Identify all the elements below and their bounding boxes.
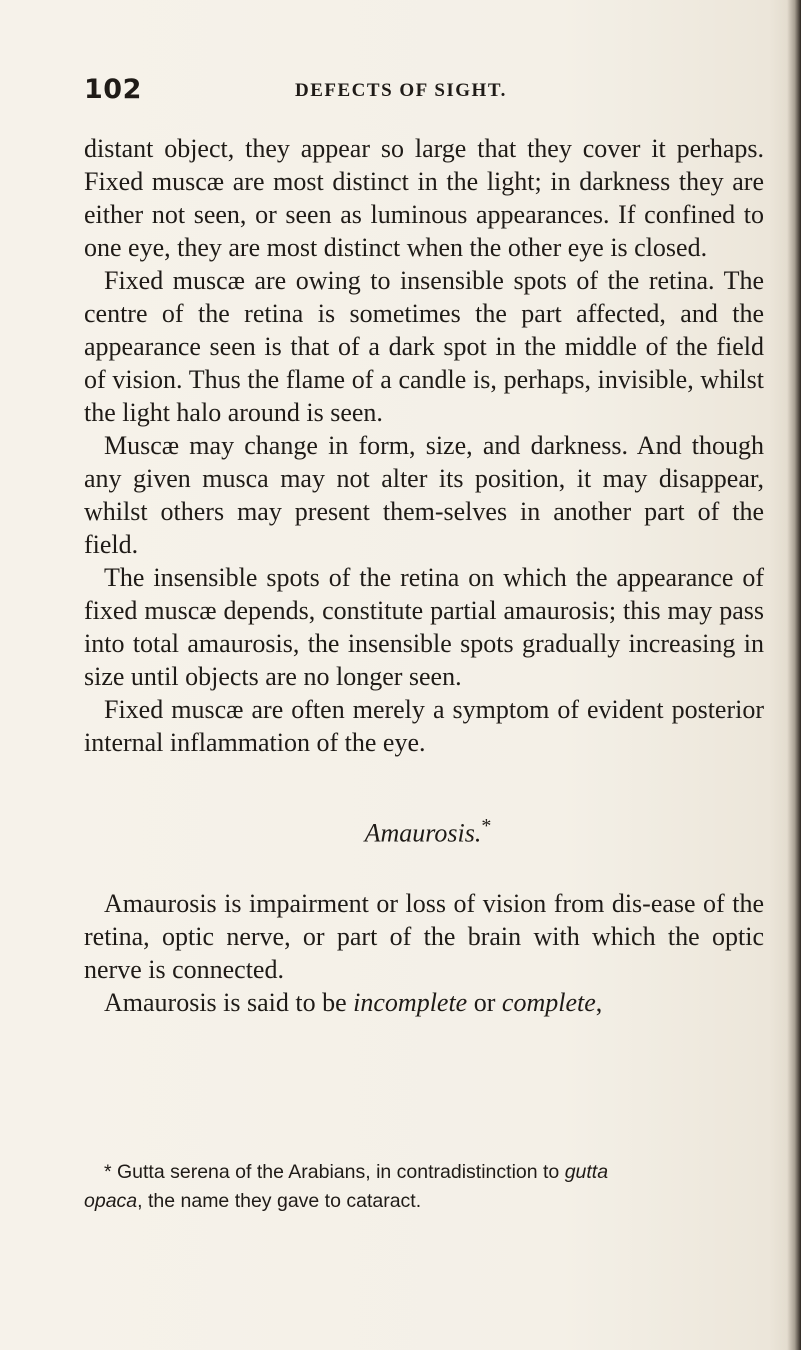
footnote-italic: gutta [564, 1161, 609, 1183]
italic-term: incomplete [353, 987, 468, 1017]
paragraph: distant object, they appear so large that they cover it perhaps. Fixed muscæ are most distinct in the light; in darkness they are either not seen, or seen as luminous appearances. If confined to one eye, they are most distinct when the other eye is closed. [84, 134, 764, 262]
footnote-line [84, 1158, 764, 1187]
page-number: 102 [84, 74, 142, 105]
running-head: DEFECTS OF SIGHT. [295, 80, 507, 101]
page-header [84, 74, 762, 114]
paragraph [84, 986, 764, 1019]
footnote-italic: opaca [84, 1190, 138, 1212]
body-text [84, 132, 764, 1019]
section-title: Amaurosis. [364, 818, 482, 848]
page-edge-shadow [787, 0, 801, 1350]
footnote-marker: * [481, 815, 492, 837]
paragraph: Muscæ may change in form, size, and darkness. And though any given musca may not alter its position, it may disappear, whilst others may present them-selves in another part of the field. [84, 431, 764, 559]
footnote-text: , the name they gave to cataract. [137, 1190, 422, 1212]
italic-term: complete [501, 987, 596, 1017]
footnote-line [84, 1187, 764, 1216]
paragraph: Fixed muscæ are often merely a symptom of evident posterior internal inflammation of the eye. [84, 695, 764, 757]
paragraph: The insensible spots of the retina on which the appearance of fixed muscæ depends, constitute partial amaurosis; this may pass into total amaurosis, the insensible spots gradually increasing in size until objects are no longer seen. [84, 563, 764, 691]
paragraph: Amaurosis is impairment or loss of vision from dis-ease of the retina, optic nerve, or part of the brain with which the optic nerve is connected. [84, 888, 764, 984]
section-heading [84, 810, 764, 850]
paragraph: Fixed muscæ are owing to insensible spots of the retina. The centre of the retina is sometimes the part affected, and the appearance seen is that of a dark spot in the middle of the field of vision. Thus the flame of a candle is, perhaps, invisible, whilst the light halo around is seen. [84, 266, 764, 427]
text-run: or [467, 987, 502, 1017]
text-run: , [595, 987, 603, 1017]
text-run: Amaurosis is said to be [104, 987, 354, 1017]
footnote [84, 1158, 764, 1216]
footnote-text: * Gutta serena of the Arabians, in contradistinction to [104, 1161, 565, 1183]
